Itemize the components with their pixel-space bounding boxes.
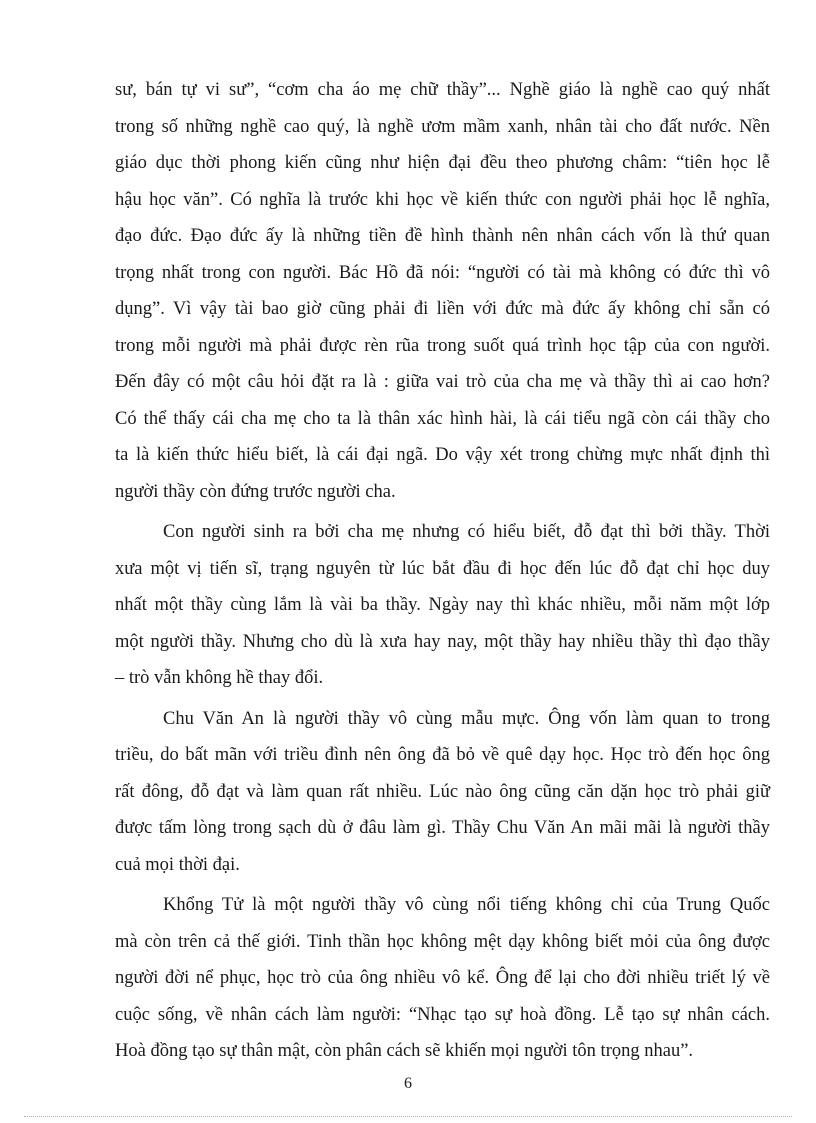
text-line: Khổng Tử là một người thầy vô cùng nổi tiếng không chỉ của Trung Quốc xyxy=(163,895,770,915)
text-line: Có thể thấy cái cha mẹ cho ta là thân xác hình hài, là cái tiểu ngã còn cái thầy cho xyxy=(115,408,770,429)
text-line: nhất một thầy cùng lắm là vài ba thầy. Ngày nay thì khác nhiều, mỗi năm một lớp xyxy=(115,595,770,615)
text-line: cuộc sống, về nhân cách làm người: “Nhạc tạo sự hoà đồng. Lễ tạo sự nhân cách. xyxy=(115,1004,770,1025)
paragraph-4 xyxy=(115,887,770,1070)
paragraph-3 xyxy=(115,701,770,884)
text-line: ta là kiến thức hiểu biết, là cái đại ngã. Do vậy xét trong chừng mực nhất định thì xyxy=(115,445,770,465)
page-bottom-border xyxy=(24,1116,792,1117)
text-line: Con người sinh ra bởi cha mẹ nhưng có hiểu biết, đỗ đạt thì bởi thầy. Thời xyxy=(163,522,770,542)
page-number: 6 xyxy=(404,1075,412,1092)
text-line: một người thầy. Nhưng cho dù là xưa hay nay, một thầy hay nhiều thầy thì đạo thầy xyxy=(115,631,770,652)
text-line: Chu Văn An là người thầy vô cùng mẫu mực. Ông vốn làm quan to trong xyxy=(163,708,770,729)
text-line: Đến đây có một câu hỏi đặt ra là : giữa vai trò của cha mẹ và thầy thì ai cao hơn? xyxy=(115,372,770,392)
text-line: trọng nhất trong con người. Bác Hồ đã nói: “người có tài mà không có đức thì vô xyxy=(115,262,770,283)
paragraph-2 xyxy=(115,514,770,697)
text-line: mà còn trên cả thế giới. Tinh thần học không mệt dạy không biết mỏi của ông được xyxy=(115,931,770,952)
text-line: hậu học văn”. Có nghĩa là trước khi học về kiến thức con người phải học lễ nghĩa, xyxy=(115,189,770,210)
text-line: đạo đức. Đạo đức ấy là những tiền đề hình thành nên nhân cách vốn là thứ quan xyxy=(115,226,770,246)
text-line: được tấm lòng trong sạch dù ở đâu làm gì. Thầy Chu Văn An mãi mãi là người thầy xyxy=(115,818,770,838)
text-line: cuả mọi thời đại. xyxy=(115,854,240,875)
text-line: Hoà đồng tạo sự thân mật, còn phân cách sẽ khiến mọi người tôn trọng nhau”. xyxy=(115,1041,694,1061)
text-line: người thầy còn đứng trước người cha. xyxy=(115,481,396,502)
paragraph-1 xyxy=(115,72,770,510)
text-line: xưa một vị tiến sĩ, trạng nguyên từ lúc bắt đầu đi học đến lúc đỗ đạt chỉ học duy xyxy=(115,558,770,579)
body-text xyxy=(115,72,770,1074)
text-line: giáo dục thời phong kiến cũng như hiện đại đều theo phương châm: “tiên học lễ xyxy=(115,153,770,173)
text-line: dụng”. Vì vậy tài bao giờ cũng phải đi liền với đức mà đức ấy không chỉ sẵn có xyxy=(115,299,770,319)
text-line: – trò vẫn không hề thay đổi. xyxy=(115,668,324,688)
text-line: sư, bán tự vi sư”, “cơm cha áo mẹ chữ thầy”... Nghề giáo là nghề cao quý nhất xyxy=(115,80,770,100)
text-line: trong số những nghề cao quý, là nghề ươm mầm xanh, nhân tài cho đất nước. Nền xyxy=(115,116,770,137)
text-line: triều, do bất mãn với triều đình nên ông đã bỏ về quê dạy học. Học trò đến học ông xyxy=(115,745,770,765)
text-line: trong mỗi người mà phải được rèn rũa trong suốt quá trình học tập của con người. xyxy=(115,335,770,356)
text-line: người đời nể phục, học trò của ông nhiều vô kể. Ông để lại cho đời nhiều triết lý về xyxy=(115,968,770,988)
text-line: rất đông, đỗ đạt và làm quan rất nhiều. Lúc nào ông cũng căn dặn học trò phải giữ xyxy=(115,781,770,802)
